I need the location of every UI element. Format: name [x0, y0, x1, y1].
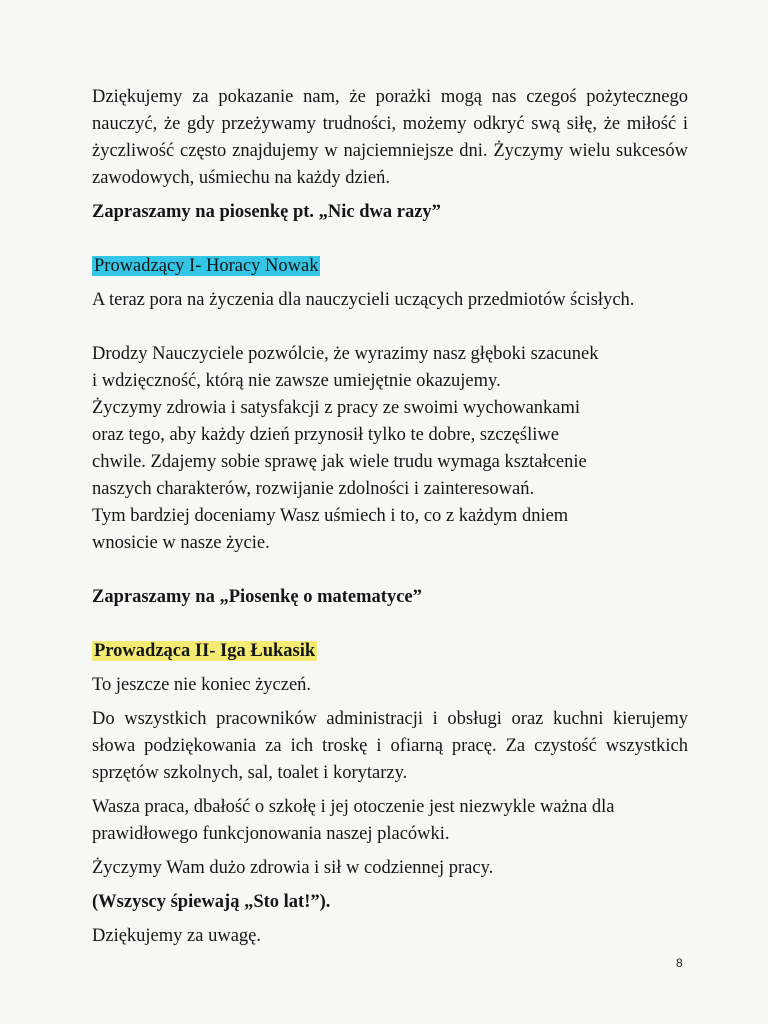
page-number: 8 — [676, 956, 683, 970]
song-invitation-1: Zapraszamy na piosenkę pt. „Nic dwa razy” — [92, 202, 441, 222]
host-heading-2 — [92, 638, 688, 665]
teachers-wishes-line: i wdzięczność, którą nie zawsze umiejętnie okazujemy. — [92, 371, 501, 391]
staff-thanks-paragraph: Do wszystkich pracowników administracji i obsługi oraz kuchni kierujemy słowa podziękowania za ich troskę i ofiarną pracę. Za czystość wszystkich sprzętów szkolnych, sal, toalet i korytarzy. — [92, 709, 688, 783]
everyone-sings-line: (Wszyscy śpiewają „Sto lat!”). — [92, 892, 331, 912]
teachers-wishes-line: Drodzy Nauczyciele pozwólcie, że wyrazimy nasz głęboki szacunek — [92, 344, 599, 364]
host-name-1: Prowadzący I- Horacy Nowak — [94, 256, 319, 276]
thanks-paragraph: Dziękujemy za pokazanie nam, że porażki mogą nas czegoś pożytecznego nauczyć, że gdy przeżywamy trudności, możemy odkryć swą siłę, że miłość i życzliwość często znajdujemy w najciemniejsze dni. Życzymy wielu sukcesów zawodowych, uśmiechu na każdy dzień. — [92, 87, 688, 188]
closing-thanks: Dziękujemy za uwagę. — [92, 926, 261, 946]
host-name-2: Prowadząca II- Iga Łukasik — [94, 641, 316, 661]
song-invitation-2: Zapraszamy na „Piosenkę o matematyce” — [92, 587, 422, 607]
host-heading-1 — [92, 253, 688, 280]
teachers-wishes-paragraph — [92, 341, 688, 557]
staff-wishes-paragraph: Życzymy Wam dużo zdrowia i sił w codziennej pracy. — [92, 858, 494, 878]
not-the-end-paragraph: To jeszcze nie koniec życzeń. — [92, 675, 312, 695]
teachers-wishes-line: oraz tego, aby każdy dzień przynosił tylko te dobre, szczęśliwe — [92, 425, 559, 445]
staff-work-paragraph: Wasza praca, dbałość o szkołę i jej otoczenie jest niezwykle ważna dla prawidłowego funkcjonowania naszej placówki. — [92, 797, 615, 844]
wishes-intro-paragraph: A teraz pora na życzenia dla nauczycieli uczących przedmiotów ścisłych. — [92, 290, 635, 310]
teachers-wishes-line: naszych charakterów, rozwijanie zdolności i zainteresowań. — [92, 479, 535, 499]
teachers-wishes-line: chwile. Zdajemy sobie sprawę jak wiele trudu wymaga kształcenie — [92, 452, 587, 472]
teachers-wishes-line: Życzymy zdrowia i satysfakcji z pracy ze swoimi wychowankami — [92, 398, 581, 418]
document-body — [92, 84, 688, 950]
teachers-wishes-line: wnosicie w nasze życie. — [92, 533, 270, 553]
teachers-wishes-line: Tym bardziej doceniamy Wasz uśmiech i to, co z każdym dniem — [92, 506, 569, 526]
